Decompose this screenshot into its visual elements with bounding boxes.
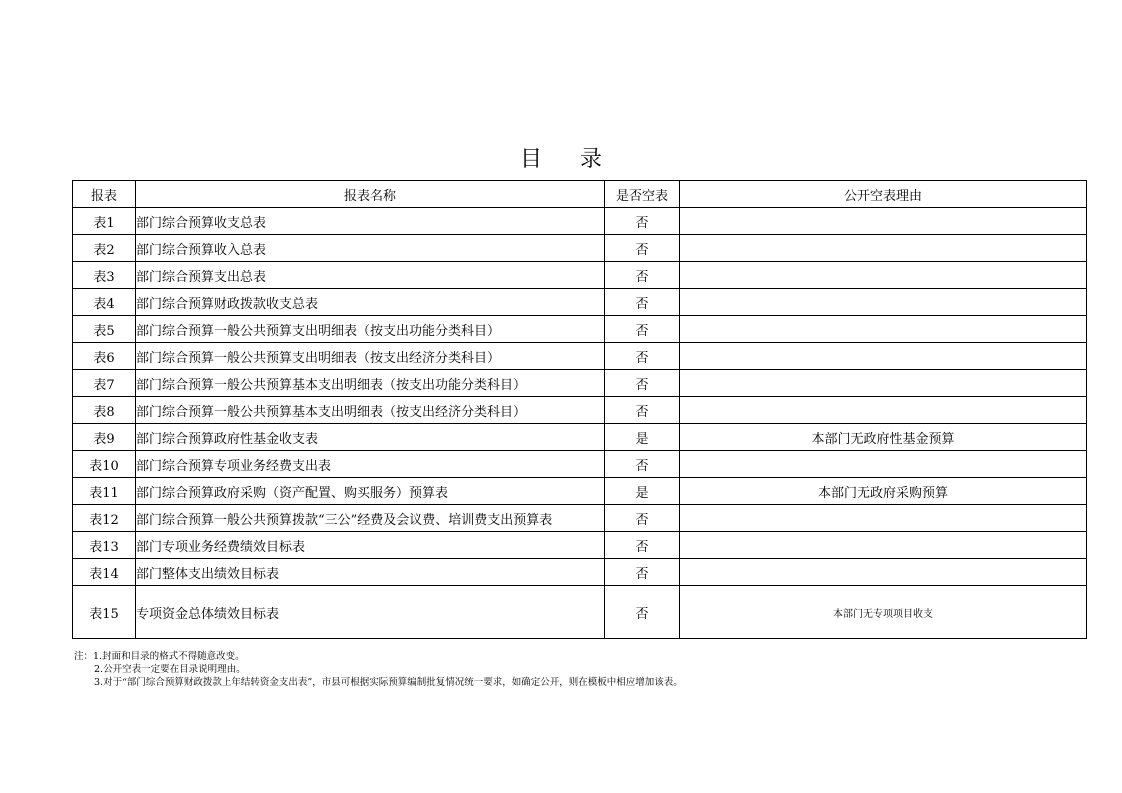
row-code: 表4 — [73, 289, 136, 316]
row-reason — [680, 262, 1087, 289]
row-name: 部门综合预算一般公共预算基本支出明细表（按支出功能分类科目） — [136, 370, 605, 397]
row-reason: 本部门无政府性基金预算 — [680, 424, 1087, 451]
row-empty: 否 — [605, 208, 680, 235]
row-code: 表3 — [73, 262, 136, 289]
row-reason — [680, 289, 1087, 316]
row-reason: 本部门无政府采购预算 — [680, 478, 1087, 505]
row-code: 表5 — [73, 316, 136, 343]
table-row — [73, 235, 1087, 262]
row-name: 部门专项业务经费绩效目标表 — [136, 532, 605, 559]
row-code: 表9 — [73, 424, 136, 451]
row-code: 表6 — [73, 343, 136, 370]
row-reason — [680, 208, 1087, 235]
row-name: 专项资金总体绩效目标表 — [136, 586, 605, 639]
row-empty: 否 — [605, 343, 680, 370]
table-row — [73, 559, 1087, 586]
table-row — [73, 586, 1087, 639]
row-empty: 否 — [605, 370, 680, 397]
table-row — [73, 343, 1087, 370]
row-reason — [680, 370, 1087, 397]
row-name: 部门综合预算一般公共预算拨款“三公”经费及会议费、培训费支出预算表 — [136, 505, 605, 532]
row-name: 部门综合预算专项业务经费支出表 — [136, 451, 605, 478]
note-line — [74, 650, 683, 663]
row-code: 表7 — [73, 370, 136, 397]
table-row — [73, 370, 1087, 397]
note-item: 2.公开空表一定要在目录说明理由。 — [94, 664, 246, 675]
row-code: 表2 — [73, 235, 136, 262]
row-code: 表13 — [73, 532, 136, 559]
row-reason — [680, 235, 1087, 262]
table-row — [73, 451, 1087, 478]
report-index-table — [72, 180, 1087, 639]
row-code: 表14 — [73, 559, 136, 586]
row-empty: 否 — [605, 505, 680, 532]
row-name: 部门综合预算收支总表 — [136, 208, 605, 235]
row-name: 部门综合预算一般公共预算基本支出明细表（按支出经济分类科目） — [136, 397, 605, 424]
row-reason — [680, 397, 1087, 424]
table-row — [73, 397, 1087, 424]
row-empty: 否 — [605, 451, 680, 478]
row-name: 部门综合预算支出总表 — [136, 262, 605, 289]
row-name: 部门综合预算政府性基金收支表 — [136, 424, 605, 451]
table-row — [73, 505, 1087, 532]
row-name: 部门综合预算财政拨款收支总表 — [136, 289, 605, 316]
notes — [74, 650, 683, 689]
table-header-row — [73, 181, 1087, 208]
row-empty: 是 — [605, 424, 680, 451]
table-row — [73, 316, 1087, 343]
row-empty: 否 — [605, 397, 680, 424]
table-row — [73, 262, 1087, 289]
header-reason: 公开空表理由 — [680, 181, 1087, 208]
row-reason: 本部门无专项项目收支 — [680, 586, 1087, 639]
row-reason — [680, 505, 1087, 532]
table-row — [73, 208, 1087, 235]
row-reason — [680, 532, 1087, 559]
row-code: 表8 — [73, 397, 136, 424]
note-item: 1.封面和目录的格式不得随意改变。 — [93, 651, 245, 662]
table-row — [73, 478, 1087, 505]
row-name: 部门整体支出绩效目标表 — [136, 559, 605, 586]
header-empty: 是否空表 — [605, 181, 680, 208]
table-row — [73, 532, 1087, 559]
row-empty: 否 — [605, 289, 680, 316]
row-empty: 否 — [605, 262, 680, 289]
row-code: 表11 — [73, 478, 136, 505]
row-code: 表15 — [73, 586, 136, 639]
row-reason — [680, 316, 1087, 343]
row-name: 部门综合预算收入总表 — [136, 235, 605, 262]
table-row — [73, 424, 1087, 451]
note-item: 3.对于“部门综合预算财政拨款上年结转资金支出表”，市县可根据实际预算编制批复情况统一要求，如确定公开，则在模板中相应增加该表。 — [94, 677, 683, 688]
page-title: 目录 — [519, 147, 640, 172]
row-empty: 否 — [605, 559, 680, 586]
table-row — [73, 289, 1087, 316]
row-empty: 否 — [605, 235, 680, 262]
row-empty: 否 — [605, 316, 680, 343]
row-code: 表10 — [73, 451, 136, 478]
row-empty: 否 — [605, 586, 680, 639]
row-empty: 否 — [605, 532, 680, 559]
row-empty: 是 — [605, 478, 680, 505]
row-reason — [680, 559, 1087, 586]
row-name: 部门综合预算一般公共预算支出明细表（按支出经济分类科目） — [136, 343, 605, 370]
row-reason — [680, 451, 1087, 478]
row-name: 部门综合预算一般公共预算支出明细表（按支出功能分类科目） — [136, 316, 605, 343]
row-code: 表12 — [73, 505, 136, 532]
row-code: 表1 — [73, 208, 136, 235]
header-code: 报表 — [73, 181, 136, 208]
notes-prefix: 注： — [74, 651, 94, 662]
row-reason — [680, 343, 1087, 370]
header-name: 报表名称 — [136, 181, 605, 208]
row-name: 部门综合预算政府采购（资产配置、购买服务）预算表 — [136, 478, 605, 505]
